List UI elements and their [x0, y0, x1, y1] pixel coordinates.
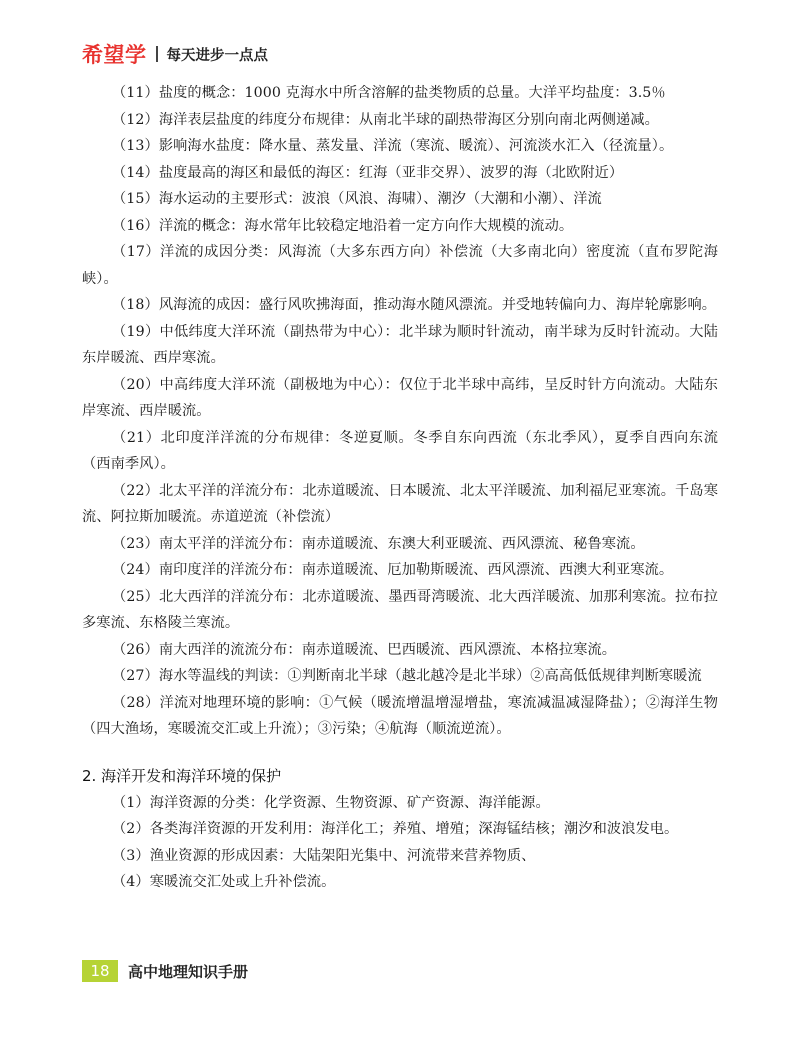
list-item: （4）寒暖流交汇处或上升补偿流。 [112, 874, 336, 890]
page-number: 18 [82, 960, 118, 982]
list-item: （3）渔业资源的形成因素：大陆架阳光集中、河流带来营养物质、 [112, 847, 536, 864]
list-item: （18）风海流的成因：盛行风吹拂海面，推动海水随风漂流。并受地转偏向力、海岸轮廓影响。 [112, 297, 717, 313]
list-item: （17）洋流的成因分类：风海流（大多东西方向）补偿流（大多南北向）密度流（直布罗陀海峡）。 [82, 244, 718, 287]
brand-logo: 希望学 [82, 43, 147, 67]
section-ocean-water [82, 80, 718, 743]
page-header [82, 40, 268, 68]
list-item: （12）海洋表层盐度的纬度分布规律：从南北半球的副热带海区分别向南北两侧递减。 [112, 111, 659, 128]
book-title: 高中地理知识手册 [128, 962, 249, 981]
page-content [82, 80, 718, 896]
list-item: （13）影响海水盐度：降水量、蒸发量、洋流（寒流、暖流）、河流淡水汇入（径流量）。 [112, 138, 674, 154]
section-title: 2. 海洋开发和海洋环境的保护 [82, 766, 282, 785]
list-item: （23）南太平洋的洋流分布：南赤道暖流、东澳大利亚暖流、西风漂流、秘鲁寒流。 [112, 535, 645, 552]
list-item: （11）盐度的概念：1000 克海水中所含溶解的盐类物质的总量。大洋平均盐度：3.5％ [112, 85, 666, 101]
list-item: （14）盐度最高的海区和最低的海区：红海（亚非交界）、波罗的海（北欧附近） [112, 164, 624, 181]
list-item: （24）南印度洋的洋流分布：南赤道暖流、厄加勒斯暖流、西风漂流、西澳大利亚寒流。 [112, 562, 674, 578]
list-item: （25）北大西洋的洋流分布：北赤道暖流、墨西哥湾暖流、北大西洋暖流、加那利寒流。拉布拉多寒流、东格陵兰寒流。 [82, 588, 718, 631]
list-item: （22）北太平洋的洋流分布：北赤道暖流、日本暖流、北太平洋暖流、加利福尼亚寒流。千岛寒流、阿拉斯加暖流。赤道逆流（补偿流） [82, 482, 718, 525]
list-item: （26）南大西洋的流流分布：南赤道暖流、巴西暖流、西风漂流、本格拉寒流。 [112, 641, 617, 658]
list-item: （1）海洋资源的分类：化学资源、生物资源、矿产资源、海洋能源。 [112, 794, 550, 811]
list-item: （19）中低纬度大洋环流（副热带为中心）：北半球为顺时针流动，南半球为反时针流动。大陆东岸暖流、西岸寒流。 [82, 323, 718, 366]
page-footer [82, 960, 248, 982]
list-item: （27）海水等温线的判读：①判断南北半球（越北越冷是北半球）②高高低低规律判断寒暖流 [112, 668, 702, 684]
header-slogan: 每天进步一点点 [166, 47, 268, 64]
list-item: （20）中高纬度大洋环流（副极地为中心）：仅位于北半球中高纬，呈反时针方向流动。大陆东岸寒流、西岸暖流。 [82, 376, 718, 419]
list-item: （16）洋流的概念：海水常年比较稳定地沿着一定方向作大规模的流动。 [112, 217, 574, 234]
list-item: （28）洋流对地理环境的影响：①气候（暖流增温增湿增盐，寒流减温减湿降盐）；②海洋生物（四大渔场，寒暖流交汇或上升流）；③污染；④航海（顺流逆流）。 [82, 694, 718, 737]
header-divider [156, 46, 158, 62]
list-item: （15）海水运动的主要形式：波浪（风浪、海啸）、潮汐（大潮和小潮）、洋流 [112, 191, 602, 207]
list-item: （2）各类海洋资源的开发利用：海洋化工；养殖、增殖；深海锰结核；潮汐和波浪发电。 [112, 821, 679, 837]
list-item: （21）北印度洋洋流的分布规律：冬逆夏顺。冬季自东向西流（东北季风），夏季自西向东流（西南季风）。 [82, 429, 718, 472]
section-ocean-development [82, 790, 718, 896]
